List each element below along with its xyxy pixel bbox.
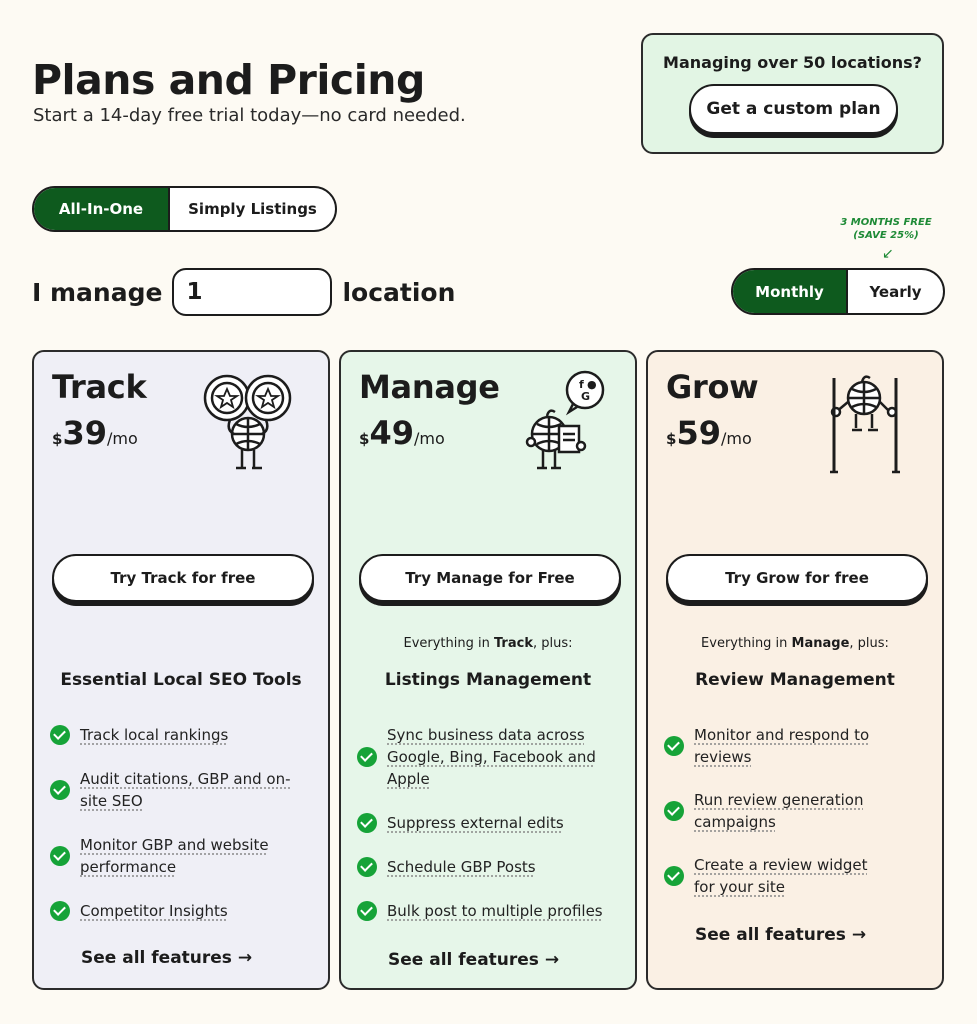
check-icon <box>50 725 70 745</box>
plan-card-grow <box>646 350 944 990</box>
check-icon <box>664 736 684 756</box>
see-all-features-link[interactable] <box>695 925 866 945</box>
check-icon <box>357 857 377 877</box>
feature-item <box>357 812 621 834</box>
see-all-label: See all features <box>388 950 539 970</box>
feature-list <box>357 724 621 922</box>
plan-card-manage <box>339 350 637 990</box>
price-amount: 39 <box>62 414 107 452</box>
svg-text:f: f <box>579 378 584 391</box>
location-count-input[interactable]: 1 <box>172 268 332 316</box>
page-title: Plans and Pricing <box>32 56 425 104</box>
see-all-label: See all features <box>81 948 232 968</box>
billing-option-monthly[interactable]: Monthly <box>733 270 848 313</box>
feature-list <box>50 724 314 922</box>
get-custom-plan-button[interactable]: Get a custom plan <box>689 84 898 134</box>
location-prefix-label: I manage <box>32 277 163 307</box>
feature-item <box>357 724 621 790</box>
location-suffix-label: location <box>342 277 456 307</box>
product-option-all-in-one[interactable]: All-In-One <box>34 188 170 230</box>
includes-suffix: , plus: <box>849 636 889 651</box>
feature-text: Monitor GBP and website performance <box>80 836 269 876</box>
feature-text: Bulk post to multiple profiles <box>387 902 603 920</box>
promo-arrow-icon: ↙ <box>882 246 894 262</box>
feature-text: Monitor and respond to reviews <box>694 726 870 766</box>
billing-toggle <box>731 268 945 315</box>
feature-item <box>50 900 314 922</box>
feature-text: Track local rankings <box>80 726 229 744</box>
price-period: /mo <box>413 429 445 448</box>
plan-card-track <box>32 350 330 990</box>
try-track-button[interactable]: Try Track for free <box>52 554 314 602</box>
page-subtitle: Start a 14-day free trial today—no card needed. <box>33 105 466 126</box>
feature-item <box>50 768 314 812</box>
product-toggle <box>32 186 337 232</box>
feature-item <box>664 724 882 768</box>
check-icon <box>664 866 684 886</box>
check-icon <box>357 901 377 921</box>
includes-plan-name: Track <box>493 636 533 651</box>
clipboard-mascot-icon <box>507 368 617 476</box>
check-icon <box>357 813 377 833</box>
feature-item <box>50 834 314 878</box>
feature-item <box>664 854 882 898</box>
feature-text: Run review generation campaigns <box>694 791 864 831</box>
plan-price <box>666 414 752 452</box>
check-icon <box>50 901 70 921</box>
plan-price <box>359 414 445 452</box>
binoculars-mascot-icon <box>200 368 310 476</box>
feature-item <box>357 900 621 922</box>
check-icon <box>357 747 377 767</box>
plan-section-title: Listings Management <box>384 670 592 690</box>
plan-section-title: Essential Local SEO Tools <box>60 670 302 690</box>
plan-name: Manage <box>359 368 500 406</box>
yearly-promo-note <box>838 216 934 242</box>
check-icon <box>664 801 684 821</box>
price-currency: $ <box>666 430 677 448</box>
plan-name: Track <box>52 368 147 406</box>
price-currency: $ <box>52 430 63 448</box>
arrow-right-icon: → <box>237 948 253 968</box>
feature-text: Create a review widget for your site <box>694 856 868 896</box>
feature-item <box>357 856 621 878</box>
price-period: /mo <box>720 429 752 448</box>
price-currency: $ <box>359 430 370 448</box>
svg-text:G: G <box>581 390 591 403</box>
plan-section-title: Review Management <box>695 670 895 690</box>
includes-suffix: , plus: <box>532 636 573 651</box>
promo-line-2: (SAVE 25%) <box>853 230 919 241</box>
promo-line-1: 3 MONTHS FREE <box>840 217 932 228</box>
feature-text: Suppress external edits <box>387 814 564 832</box>
svg-text:●: ● <box>587 378 597 391</box>
custom-plan-question: Managing over 50 locations? <box>663 53 922 72</box>
try-manage-button[interactable]: Try Manage for Free <box>359 554 621 602</box>
arrow-right-icon: → <box>851 925 867 945</box>
feature-item <box>664 789 882 833</box>
see-all-features-link[interactable] <box>81 948 252 968</box>
plan-price <box>52 414 138 452</box>
plan-name: Grow <box>666 368 759 406</box>
includes-plan-name: Manage <box>791 636 850 651</box>
try-grow-button[interactable]: Try Grow for free <box>666 554 928 602</box>
product-option-simply-listings[interactable]: Simply Listings <box>188 200 317 218</box>
location-count-row <box>32 268 455 316</box>
stilts-mascot-icon <box>814 368 924 476</box>
custom-plan-box <box>641 33 944 154</box>
see-all-label: See all features <box>695 925 846 945</box>
feature-text: Competitor Insights <box>80 902 228 920</box>
feature-list <box>664 724 882 898</box>
includes-previous-note <box>341 636 635 651</box>
see-all-features-link[interactable] <box>388 950 559 970</box>
check-icon <box>50 846 70 866</box>
arrow-right-icon: → <box>544 950 560 970</box>
feature-text: Schedule GBP Posts <box>387 858 536 876</box>
feature-text: Audit citations, GBP and on-site SEO <box>80 770 291 810</box>
feature-text: Sync business data across Google, Bing, Facebook and Apple <box>387 726 596 788</box>
includes-previous-note <box>648 636 942 651</box>
includes-prefix: Everything in <box>701 636 792 651</box>
check-icon <box>50 780 70 800</box>
feature-item <box>50 724 314 746</box>
price-amount: 59 <box>676 414 721 452</box>
price-period: /mo <box>106 429 138 448</box>
billing-option-yearly[interactable]: Yearly <box>869 282 922 301</box>
includes-prefix: Everything in <box>403 636 494 651</box>
price-amount: 49 <box>369 414 414 452</box>
